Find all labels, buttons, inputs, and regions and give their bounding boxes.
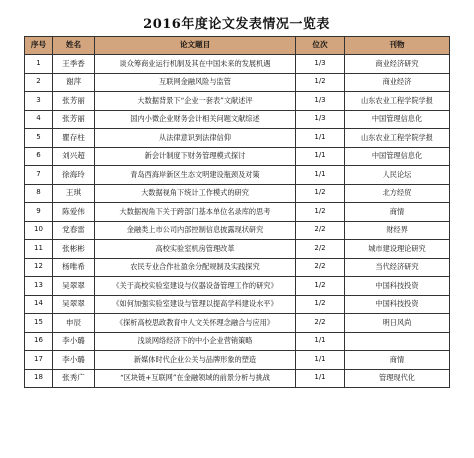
page-title: 2016年度论文发表情况一览表 bbox=[143, 17, 330, 32]
cell-author-order: 1/1 bbox=[296, 147, 345, 166]
cell-author-order: 1/3 bbox=[296, 55, 345, 74]
cell-author-name: 李小璐 bbox=[53, 332, 95, 351]
cell-index: 6 bbox=[25, 147, 53, 166]
cell-index: 17 bbox=[25, 351, 53, 370]
cell-author-name: 王琪 bbox=[53, 184, 95, 203]
cell-author-order: 1/2 bbox=[296, 203, 345, 222]
table-row bbox=[25, 73, 450, 92]
table-header-row bbox=[25, 37, 450, 55]
cell-author-order: 1/1 bbox=[296, 369, 345, 388]
cell-author-order: 1/3 bbox=[296, 92, 345, 111]
cell-author-name: 张芳丽 bbox=[53, 110, 95, 129]
cell-author-order: 1/2 bbox=[296, 73, 345, 92]
cell-author-name: 申辰 bbox=[53, 314, 95, 333]
cell-index: 7 bbox=[25, 166, 53, 185]
document-page bbox=[24, 14, 449, 388]
cell-index: 11 bbox=[25, 240, 53, 259]
table-row bbox=[25, 295, 450, 314]
cell-index: 14 bbox=[25, 295, 53, 314]
cell-index: 4 bbox=[25, 110, 53, 129]
cell-author-name: 张芳丽 bbox=[53, 92, 95, 111]
cell-author-order: 2/2 bbox=[296, 221, 345, 240]
cell-index: 10 bbox=[25, 221, 53, 240]
cell-author-order: 1/1 bbox=[296, 351, 345, 370]
cell-author-name: 徐海玲 bbox=[53, 166, 95, 185]
cell-index: 16 bbox=[25, 332, 53, 351]
cell-journal: 中国科技投资 bbox=[345, 295, 450, 314]
cell-author-name: 王季香 bbox=[53, 55, 95, 74]
cell-journal: 商业经济 bbox=[345, 73, 450, 92]
cell-author-order: 1/3 bbox=[296, 110, 345, 129]
cell-journal: 明日风尚 bbox=[345, 314, 450, 333]
table-row bbox=[25, 203, 450, 222]
cell-author-name: 张秀广 bbox=[53, 369, 95, 388]
cell-author-order: 2/2 bbox=[296, 314, 345, 333]
cell-author-order: 1/2 bbox=[296, 295, 345, 314]
cell-index: 3 bbox=[25, 92, 53, 111]
cell-journal: 财经界 bbox=[345, 221, 450, 240]
cell-journal: 中国管理信息化 bbox=[345, 110, 450, 129]
cell-journal: 中国管理信息化 bbox=[345, 147, 450, 166]
cell-author-name: 杨唯希 bbox=[53, 258, 95, 277]
cell-author-name: 吴翠翠 bbox=[53, 277, 95, 296]
cell-author-name: 瞿存柱 bbox=[53, 129, 95, 148]
cell-paper-title: 从法律意识到法律信仰 bbox=[95, 129, 296, 148]
cell-index: 5 bbox=[25, 129, 53, 148]
cell-author-name: 李小璐 bbox=[53, 351, 95, 370]
cell-journal: 商情 bbox=[345, 203, 450, 222]
table-row bbox=[25, 369, 450, 388]
cell-index: 12 bbox=[25, 258, 53, 277]
cell-author-name: 张彬彬 bbox=[53, 240, 95, 259]
cell-author-order: 1/2 bbox=[296, 184, 345, 203]
cell-paper-title: 互联网金融风险与监管 bbox=[95, 73, 296, 92]
cell-paper-title: 大数据视角下关于跨部门基本单位名录库的思考 bbox=[95, 203, 296, 222]
cell-paper-title: 新媒体时代企业公关与品牌形象的塑造 bbox=[95, 351, 296, 370]
cell-paper-title: 《探析高校思政教育中人文关怀理念融合与应用》 bbox=[95, 314, 296, 333]
table-row bbox=[25, 277, 450, 296]
table-row bbox=[25, 129, 450, 148]
cell-author-order: 1/2 bbox=[296, 277, 345, 296]
cell-author-name: 陈爱伟 bbox=[53, 203, 95, 222]
cell-paper-title: 金融类上市公司内部控制信息披露现状研究 bbox=[95, 221, 296, 240]
cell-journal: 管理现代化 bbox=[345, 369, 450, 388]
table-row bbox=[25, 351, 450, 370]
cell-author-order: 1/1 bbox=[296, 166, 345, 185]
cell-index: 15 bbox=[25, 314, 53, 333]
cell-journal bbox=[345, 332, 450, 351]
table-row bbox=[25, 221, 450, 240]
cell-journal: 城市建设理论研究 bbox=[345, 240, 450, 259]
cell-paper-title: 《关于高校实验室建设与仪器设备管理工作的研究》 bbox=[95, 277, 296, 296]
cell-paper-title: 《如何加强实验室建设与管理以提高学科建设水平》 bbox=[95, 295, 296, 314]
cell-paper-title: 新会计制度下财务管理模式探讨 bbox=[95, 147, 296, 166]
cell-paper-title: 浅谈网络经济下的中小企业营销策略 bbox=[95, 332, 296, 351]
header-journal: 刊物 bbox=[345, 37, 450, 55]
cell-paper-title: 国内小微企业财务会计相关问题文献综述 bbox=[95, 110, 296, 129]
cell-paper-title: 大数据背景下“企业一套表”文献述评 bbox=[95, 92, 296, 111]
cell-paper-title: 高校实验室机房管理改革 bbox=[95, 240, 296, 259]
cell-journal: 商情 bbox=[345, 351, 450, 370]
header-paper-title: 论文题目 bbox=[95, 37, 296, 55]
table-row bbox=[25, 110, 450, 129]
cell-paper-title: 谈众筹商业运行机制及其在中国未来的发展机遇 bbox=[95, 55, 296, 74]
cell-index: 9 bbox=[25, 203, 53, 222]
cell-journal: 人民论坛 bbox=[345, 166, 450, 185]
cell-journal: 当代经济研究 bbox=[345, 258, 450, 277]
cell-index: 18 bbox=[25, 369, 53, 388]
cell-author-name: 党春雷 bbox=[53, 221, 95, 240]
publication-table bbox=[24, 36, 450, 388]
cell-journal: 山东农业工程学院学报 bbox=[345, 92, 450, 111]
cell-author-name: 刘兴超 bbox=[53, 147, 95, 166]
table-row bbox=[25, 184, 450, 203]
header-index: 序号 bbox=[25, 37, 53, 55]
cell-paper-title: 大数据视角下统计工作模式的研究 bbox=[95, 184, 296, 203]
cell-author-order: 1/1 bbox=[296, 129, 345, 148]
cell-index: 1 bbox=[25, 55, 53, 74]
cell-journal: 中国科技投资 bbox=[345, 277, 450, 296]
cell-paper-title: 农民专业合作社盈余分配规制及实践探究 bbox=[95, 258, 296, 277]
table-row bbox=[25, 92, 450, 111]
cell-author-order: 1/1 bbox=[296, 332, 345, 351]
table-row bbox=[25, 166, 450, 185]
table-row bbox=[25, 240, 450, 259]
table-row bbox=[25, 147, 450, 166]
table-row bbox=[25, 314, 450, 333]
cell-index: 8 bbox=[25, 184, 53, 203]
table-row bbox=[25, 332, 450, 351]
cell-index: 13 bbox=[25, 277, 53, 296]
cell-journal: 商业经济研究 bbox=[345, 55, 450, 74]
cell-paper-title: 青岛西海岸新区生态文明建设瓶颈及对策 bbox=[95, 166, 296, 185]
cell-author-order: 2/2 bbox=[296, 240, 345, 259]
cell-index: 2 bbox=[25, 73, 53, 92]
cell-journal: 北方经贸 bbox=[345, 184, 450, 203]
cell-journal: 山东农业工程学院学报 bbox=[345, 129, 450, 148]
table-row bbox=[25, 258, 450, 277]
header-name: 姓名 bbox=[53, 37, 95, 55]
cell-author-name: 谢萍 bbox=[53, 73, 95, 92]
table-row bbox=[25, 55, 450, 74]
header-author-order: 位次 bbox=[296, 37, 345, 55]
cell-author-name: 吴翠翠 bbox=[53, 295, 95, 314]
cell-author-order: 2/2 bbox=[296, 258, 345, 277]
cell-paper-title: “区块链+互联网”在金融领域的前景分析与挑战 bbox=[95, 369, 296, 388]
